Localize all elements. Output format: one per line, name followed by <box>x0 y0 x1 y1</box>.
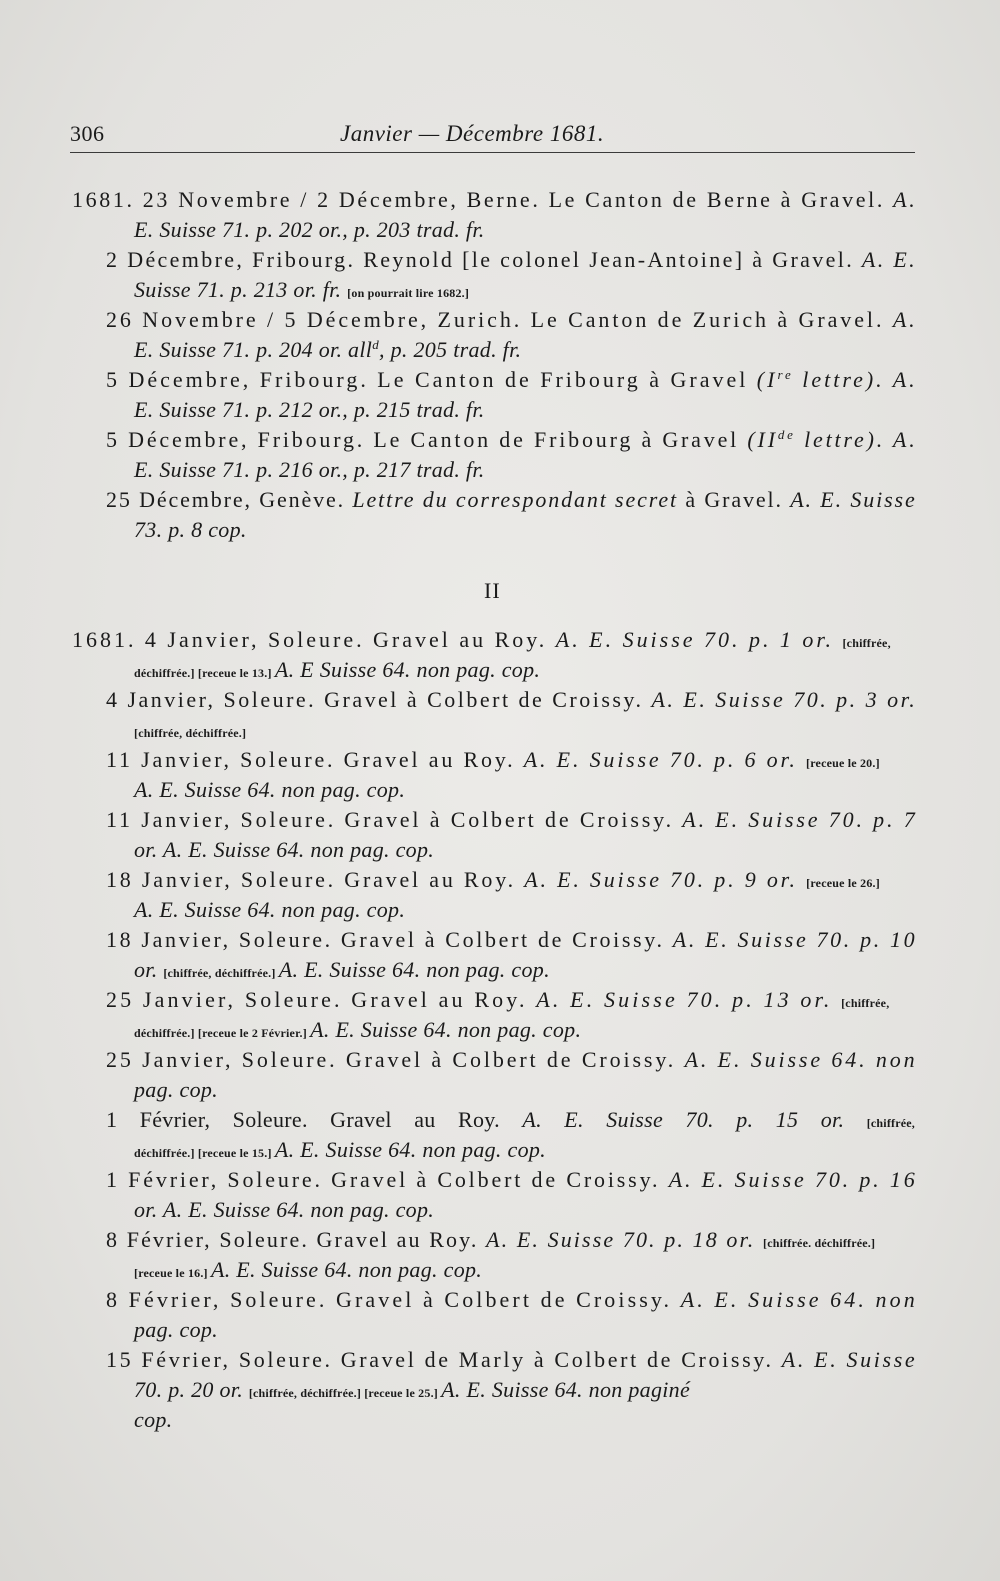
italic-reference: Lettre du correspondant secret <box>352 487 679 512</box>
entry-line <box>134 1136 546 1167</box>
entry-text: 8 Février, Soleure. Gravel au Roy. <box>106 1227 487 1252</box>
entry-text: 4 Janvier, Soleure. Gravel à Colbert de Croissy. <box>106 687 652 712</box>
italic-reference: A. E. Suisse 64. non pag. cop. <box>210 1257 483 1282</box>
bracket-note: [on pourrait lire 1682.] <box>347 286 470 300</box>
entry-text: 18 Janvier, Soleure. Gravel à Colbert de Croissy. <box>106 927 673 952</box>
entry-line <box>106 1346 917 1374</box>
italic-reference: E. Suisse 71. p. 204 or. all <box>134 337 373 362</box>
entry-text: à Gravel. <box>678 487 791 512</box>
entry-text: 8 Février, Soleure. Gravel à Colbert de Croissy. <box>106 1287 681 1312</box>
entry-line <box>134 1376 690 1407</box>
italic-reference: , p. 205 trad. fr. <box>379 337 522 362</box>
italic-reference: A. E. Suisse 70. p. 18 or. <box>486 1227 763 1252</box>
italic-reference: lettre). A. <box>793 367 918 392</box>
italic-reference: (I <box>756 367 778 392</box>
italic-reference: A. E. Suisse 64. non pag. cop. <box>134 897 406 922</box>
entry-line <box>134 716 246 747</box>
entry-text: 11 Janvier, Soleure. Gravel au Roy. <box>106 747 524 772</box>
entry-line <box>134 336 521 364</box>
bracket-note: [chiffrée, déchiffrée.] [receue le 25.] <box>248 1386 442 1400</box>
entry-line <box>134 1256 482 1287</box>
italic-reference: A. E. Suisse 64. non pag. cop. <box>134 777 406 802</box>
entry-line <box>106 866 880 897</box>
entry-text: 5 Décembre, Fribourg. Le Canton de Fribourg à Gravel <box>106 367 757 392</box>
italic-reference: A. E. Suisse <box>790 487 917 512</box>
italic-reference: A. E. Suisse 70. p. 9 or. <box>524 867 807 892</box>
entry-line <box>134 216 485 244</box>
italic-reference: or. A. E. Suisse 64. non pag. cop. <box>134 1197 435 1222</box>
bracket-note: déchiffrée.] [receue le 2 Février.] <box>134 1026 311 1040</box>
superscript-text: d <box>372 337 379 352</box>
bracket-note: [receue le 20.] <box>806 756 880 770</box>
bracket-note: [chiffrée, <box>866 1116 915 1130</box>
italic-reference: A. E. Suisse <box>781 1347 918 1372</box>
entry-line <box>106 426 918 454</box>
italic-reference: A. E. Suisse 70. p. 15 or. <box>522 1107 867 1132</box>
entry-line <box>134 776 405 804</box>
italic-reference: 73. p. 8 cop. <box>134 517 247 542</box>
italic-reference: A. E. Suisse 64. non pag. cop. <box>274 1137 546 1162</box>
italic-reference: A. E. Suisse 70. p. 1 or. <box>555 627 843 652</box>
entry-line <box>106 926 917 954</box>
entry-line <box>72 186 917 214</box>
entry-line <box>134 456 485 484</box>
entry-line <box>134 1406 172 1434</box>
section-heading: II <box>484 578 501 603</box>
entry-text: 18 Janvier, Soleure. Gravel au Roy. <box>106 867 525 892</box>
entry-line <box>72 626 891 657</box>
italic-reference: E. Suisse 71. p. 212 or., p. 215 trad. fr. <box>134 397 485 422</box>
italic-reference: or. A. E. Suisse 64. non pag. cop. <box>134 837 435 862</box>
bracket-note: [receue le 16.] <box>134 1266 211 1280</box>
entry-line <box>106 1226 875 1257</box>
entry-line <box>134 956 550 987</box>
italic-reference: A. E. <box>861 247 918 272</box>
entry-line <box>134 896 405 924</box>
entry-line <box>106 486 917 514</box>
entry-text: 2 Décembre, Fribourg. Reynold [le colonel Jean-Antoine] à Gravel. <box>106 247 862 272</box>
bracket-note: déchiffrée.] [receue le 15.] <box>134 1146 275 1160</box>
entry-line <box>106 1286 918 1314</box>
italic-reference: A. <box>893 187 918 212</box>
italic-reference: E. Suisse 71. p. 202 or., p. 203 trad. fr. <box>134 217 485 242</box>
entry-line <box>134 516 247 544</box>
italic-reference: A. E. Suisse 64. non pag. cop. <box>278 957 550 982</box>
entry-text: 11 Janvier, Soleure. Gravel à Colbert de Croissy. <box>106 807 683 832</box>
italic-reference: (II <box>747 427 778 452</box>
entry-text: 26 Novembre / 5 Décembre, Zurich. Le Canton de Zurich à Gravel. <box>106 307 893 332</box>
running-head: Janvier — Décembre 1681. <box>340 121 605 146</box>
entry-text: 1 Février, Soleure. Gravel à Colbert de Croissy. <box>106 1167 669 1192</box>
entry-line <box>106 746 880 777</box>
bracket-note: [chiffrée, <box>842 636 891 650</box>
entry-line <box>134 1016 581 1047</box>
italic-reference: A. E. Suisse 70. p. 7 <box>682 807 918 832</box>
entry-text: 1681. 23 Novembre / 2 Décembre, Berne. Le Canton de Berne à Gravel. <box>72 187 894 212</box>
entry-line <box>134 1316 218 1344</box>
entry-line <box>134 396 485 424</box>
entry-line <box>106 1166 918 1194</box>
italic-reference: A. <box>892 307 918 332</box>
page-number: 306 <box>70 121 105 146</box>
italic-reference: A. E. Suisse 64. non <box>684 1047 918 1072</box>
bracket-note: [chiffrée, <box>841 996 890 1010</box>
italic-reference: A. E. Suisse 64. non <box>680 1287 918 1312</box>
italic-reference: lettre). A. <box>795 427 918 452</box>
entry-line <box>134 656 540 687</box>
italic-reference: pag. cop. <box>134 1317 218 1342</box>
entry-text: 1681. 4 Janvier, Soleure. Gravel au Roy. <box>72 627 556 652</box>
italic-reference: cop. <box>134 1407 173 1432</box>
bracket-note: déchiffrée.] [receue le 13.] <box>134 666 275 680</box>
entry-text: 15 Février, Soleure. Gravel de Marly à Colbert de Croissy. <box>106 1347 782 1372</box>
entry-line <box>134 1196 434 1224</box>
entry-text: 25 Décembre, Genève. <box>106 487 353 512</box>
italic-reference: A. E. Suisse 64. non paginé <box>441 1377 691 1402</box>
entry-line <box>134 276 469 307</box>
bracket-note: [receue le 26.] <box>806 876 880 890</box>
italic-reference: A. E. Suisse 70. p. 10 <box>672 927 918 952</box>
italic-reference: A. E. Suisse 70. p. 13 or. <box>536 987 842 1012</box>
italic-reference: E. Suisse 71. p. 216 or., p. 217 trad. fr. <box>134 457 485 482</box>
italic-reference: pag. cop. <box>134 1077 218 1102</box>
entry-text: 5 Décembre, Fribourg. Le Canton de Fribourg à Gravel <box>106 427 748 452</box>
entry-line <box>106 1106 915 1137</box>
italic-reference: 70. p. 20 or. <box>134 1377 249 1402</box>
bracket-note: [chiffrée. déchiffrée.] <box>763 1236 876 1250</box>
entry-line <box>106 986 889 1017</box>
entry-line <box>106 686 917 714</box>
italic-reference: A. E. Suisse 70. p. 3 or. <box>651 687 918 712</box>
italic-reference: Suisse 71. p. 213 or. fr. <box>134 277 348 302</box>
entry-line <box>106 806 918 834</box>
entry-line <box>106 306 918 334</box>
italic-reference: or. <box>134 957 164 982</box>
entry-text: 25 Janvier, Soleure. Gravel au Roy. <box>106 987 537 1012</box>
entry-line <box>106 246 917 274</box>
italic-reference: A. E Suisse 64. non pag. cop. <box>274 657 541 682</box>
bracket-note: [chiffrée, déchiffrée.] <box>134 726 247 740</box>
italic-reference: A. E. Suisse 70. p. 6 or. <box>523 747 807 772</box>
italic-reference: A. E. Suisse 70. p. 16 <box>668 1167 918 1192</box>
entry-line <box>106 1046 918 1074</box>
italic-reference: A. E. Suisse 64. non pag. cop. <box>310 1017 582 1042</box>
entry-line <box>134 836 434 864</box>
superscript-text: re <box>777 367 794 382</box>
bracket-note: [chiffrée, déchiffrée.] <box>163 966 279 980</box>
page-header <box>70 118 915 153</box>
entry-text: 25 Janvier, Soleure. Gravel à Colbert de Croissy. <box>106 1047 685 1072</box>
entry-line <box>106 366 918 394</box>
entry-line <box>134 1076 218 1104</box>
superscript-text: de <box>777 427 796 442</box>
entry-text: 1 Février, Soleure. Gravel au Roy. <box>106 1107 523 1132</box>
